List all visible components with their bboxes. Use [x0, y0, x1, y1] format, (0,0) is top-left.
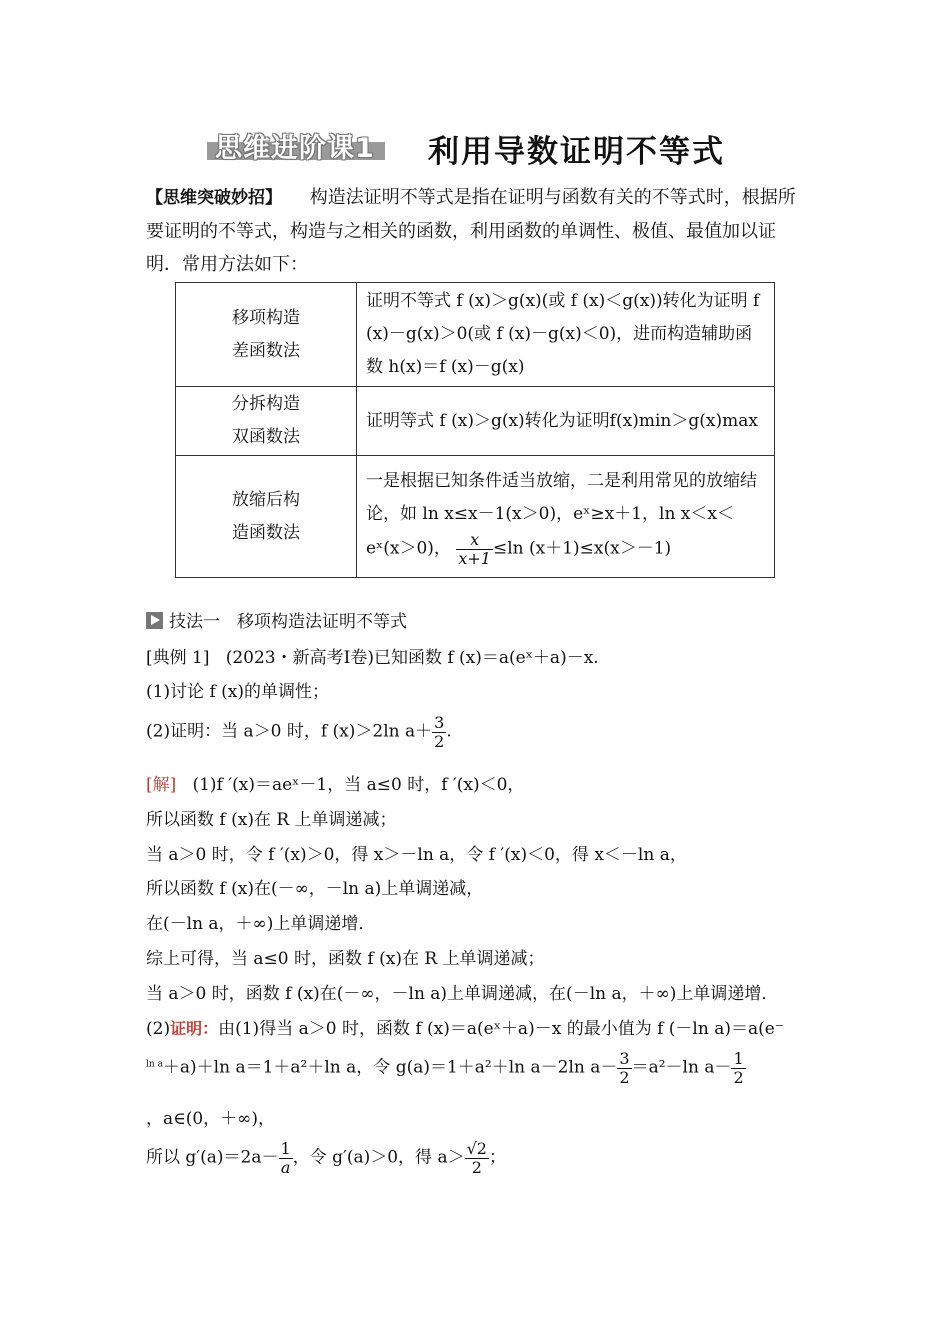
play-icon — [146, 612, 163, 629]
technique-label: 技法一 移项构造法证明不等式 — [169, 612, 407, 632]
fraction — [432, 714, 446, 750]
lesson-tag-text: 思维进阶课1 — [215, 133, 375, 164]
fraction-numerator: 3 — [619, 1049, 630, 1068]
intro-lead: 【思维突破妙招】 — [146, 188, 282, 208]
solution-line: 当 a＞0 时，令 f ′(x)＞0，得 x＞－ln a，令 f ′(x)＜0，得 x＜－ln a， — [146, 845, 687, 865]
intro-paragraph — [146, 181, 811, 281]
example-q2-text: (2)证明：当 a＞0 时，f (x)＞2ln a＋ — [146, 721, 433, 742]
fraction-denominator: a — [280, 1157, 291, 1177]
table-row — [176, 456, 775, 578]
example-source — [146, 643, 599, 668]
intro-text: 构造法证明不等式是指在证明与函数有关的不等式时，根据所要证明的不等式，构造与之相关的函数，利用函数的单调性、极值、最值加以证明．常用方法如下： — [146, 187, 796, 275]
method-desc — [357, 456, 775, 578]
fraction — [456, 531, 493, 567]
solution-line: 当 a＞0 时，函数 f (x)在(－∞，－ln a)上单调递减，在(－ln a，＋∞)上单调递增． — [146, 984, 779, 1004]
method-name-line: 造函数法 — [232, 522, 300, 543]
method-name-line: 放缩后构 — [232, 489, 300, 510]
fraction — [465, 1140, 489, 1176]
fraction-denominator: x+1 — [458, 549, 491, 568]
solution-text: ，令 g′(a)＞0，得 a＞ — [292, 1147, 465, 1168]
example-tag: [典例 1] — [146, 648, 210, 668]
fraction-denominator: 2 — [434, 731, 445, 751]
fraction-numerator: 1 — [280, 1139, 291, 1158]
solution-text: 由(1)得当 a＞0 时，函数 f (x)＝a(eˣ＋a)－x 的最小值为 f (－ln a)＝a(e⁻ — [218, 1019, 784, 1039]
solution-line: 在(－ln a，＋∞)上单调递增． — [146, 914, 376, 934]
method-name-line: 双函数法 — [232, 427, 300, 447]
solution-line — [146, 1050, 746, 1086]
solution-line: (2)证明：由(1)得当 a＞0 时，函数 f (x)＝a(eˣ＋a)－x 的最小值为 f (－ln a)＝a(e⁻ — [146, 1019, 784, 1039]
example-text: (2023・新高考Ⅰ卷)已知函数 f (x)＝a(eˣ＋a)－x. — [225, 648, 599, 668]
method-desc: 证明不等式 f (x)＞g(x)(或 f (x)＜g(x))转化为证明 f (x)－g(x)＞0(或 f (x)－g(x)＜0)，进而构造辅助函数 h(x)＝f (x)－g(x) — [357, 283, 775, 387]
table-row — [176, 283, 775, 387]
fraction-denominator: 2 — [619, 1067, 630, 1087]
solution-line: ，a∈(0，＋∞)， — [146, 1109, 275, 1129]
lesson-tag — [207, 124, 387, 164]
example-q1: (1)讨论 f (x)的单调性； — [146, 682, 330, 702]
fraction-denominator: 2 — [733, 1067, 744, 1087]
solution-text: ； — [488, 1147, 506, 1168]
solution-tag: [解] — [146, 775, 177, 795]
fraction — [731, 1050, 745, 1086]
fraction-numerator: x — [456, 531, 493, 550]
method-desc: 证明等式 f (x)＞g(x)转化为证明f(x)min＞g(x)max — [357, 387, 775, 456]
solution-line: 综上可得，当 a≤0 时，函数 f (x)在 R 上单调递减； — [146, 949, 545, 969]
solution-text: ＋a)＋ln a＝1＋a²＋ln a，令 g(a)＝1＋a²＋ln a－2ln a－ — [162, 1057, 618, 1078]
technique-heading — [146, 607, 407, 632]
solution-text: (1)f ′(x)＝aeˣ－1，当 a≤0 时，f ′(x)＜0， — [192, 775, 525, 795]
methods-table — [175, 282, 775, 578]
table-row — [176, 387, 775, 456]
solution-text: ＝a²－ln a－ — [631, 1057, 732, 1078]
example-q2 — [146, 714, 452, 750]
page-title: 利用导数证明不等式 — [428, 134, 725, 170]
proof-label: 证明： — [170, 1019, 219, 1038]
method-name-line: 分拆构造 — [232, 394, 300, 414]
method-name-line: 差函数法 — [232, 340, 300, 361]
superscript-text: ln a — [146, 1059, 163, 1070]
solution-line: 所以函数 f (x)在 R 上单调递减； — [146, 810, 397, 830]
method-desc-text: ≤ln (x＋1)≤x(x＞－1) — [492, 539, 672, 559]
method-desc-text: 一是根据已知条件适当放缩，二是利用常见的放缩结论，如 ln x≤x－1(x＞0)，eˣ≥x＋1，ln x＜x＜eˣ(x＞0)， — [366, 471, 757, 559]
fraction-numerator: 3 — [434, 713, 445, 732]
fraction-denominator: 2 — [471, 1157, 482, 1177]
example-q2-tail: . — [446, 721, 452, 742]
fraction — [279, 1140, 293, 1176]
solution-line — [146, 770, 524, 795]
method-name — [176, 387, 357, 456]
solution-text: 所以 g′(a)＝2a－ — [146, 1147, 279, 1168]
solution-line — [146, 1140, 506, 1176]
fraction — [617, 1050, 631, 1086]
method-name — [176, 283, 357, 387]
solution-line: 所以函数 f (x)在(－∞，－ln a)上单调递减， — [146, 879, 484, 899]
method-name-line: 移项构造 — [232, 307, 300, 328]
fraction-numerator: 1 — [733, 1049, 744, 1068]
fraction-numerator: √2 — [466, 1139, 487, 1158]
method-name — [176, 456, 357, 578]
